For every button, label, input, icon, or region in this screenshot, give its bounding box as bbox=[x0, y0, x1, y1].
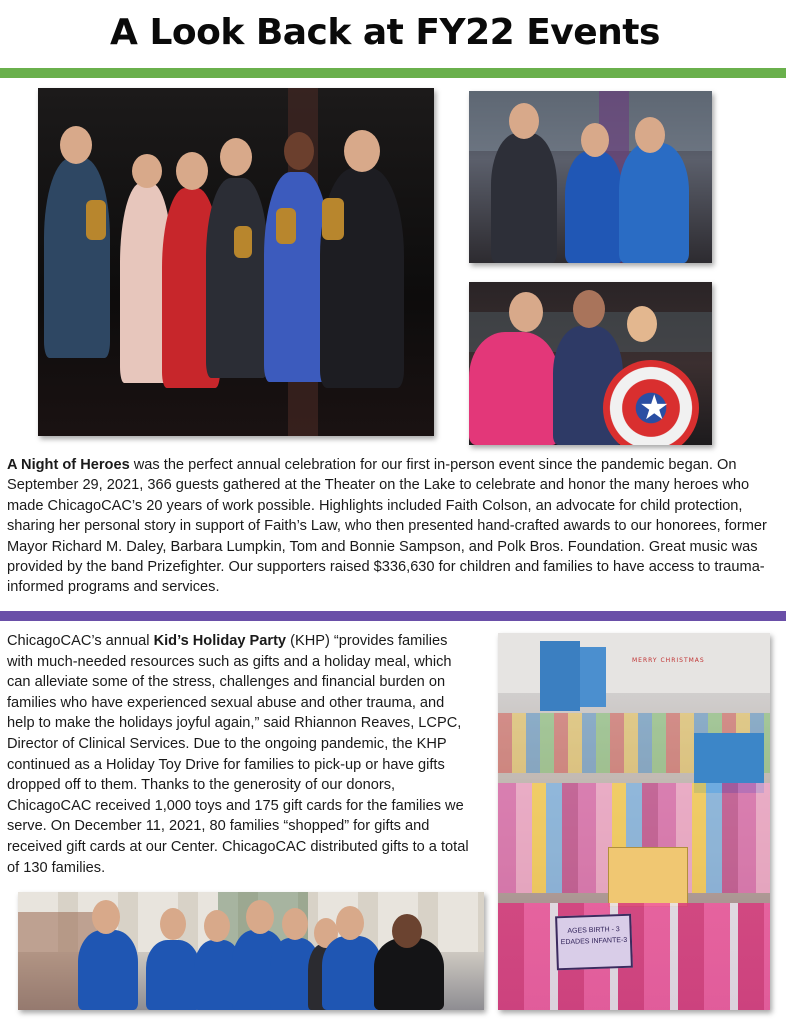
purple-divider bbox=[0, 611, 786, 621]
age-sign bbox=[555, 914, 633, 971]
holiday-party-paragraph bbox=[7, 631, 473, 878]
volunteers-photo bbox=[18, 892, 484, 1010]
gala-honorees-photo bbox=[38, 88, 434, 436]
holiday-party-body: (KHP) “provides families with much-needed resources such as gifts and a holiday meal, which can alleviate some of the stress, challenges and financial burden on families who have experienced sexual abuse and other trauma, and help to make the holidays joyful again,” said Rhiannon Reaves, LCPC, Director of Clinical Services. Due to the ongoing pandemic, the KHP continued as a Holiday Toy Drive for families to pick-up or have gifts dropped off to them. Thanks to the generosity of our donors, ChicagoCAC received 1,000 toys and 175 gift cards for the families we serve. On December 11, 2021, 80 families “shopped” for gifts and received gift cards at our Center. ChicagoCAC distributed gifts to a total of 130 families. bbox=[7, 633, 469, 876]
toy-drive-photo bbox=[498, 633, 770, 1010]
page-title: A Look Back at FY22 Events bbox=[110, 12, 660, 53]
guests-photo bbox=[469, 91, 712, 263]
age-sign-english: AGES BIRTH - 3 bbox=[567, 926, 620, 935]
night-of-heroes-body: was the perfect annual celebration for our first in-person event since the pandemic began. On September 29, 2021, 366 guests gathered at the Theater on the Lake to celebrate and honor the many heroes who made ChicagoCAC’s 20 years of work possible. Highlights included Faith Colson, an advocate for child protection, sharing her personal story in support of Faith’s Law, who then presented hand-crafted awards to our honorees, former Mayor Richard M. Daley, Barbara Lumpkin, Tom and Bonnie Sampson, and Polk Bros. Foundation. Great music was provided by the band Prizefighter. Our supporters raised $336,630 for children and families to have access to trauma-informed programs and services. bbox=[7, 457, 767, 596]
holiday-party-title: Kid’s Holiday Party bbox=[153, 633, 287, 649]
green-divider bbox=[0, 68, 786, 78]
christmas-banner: MERRY CHRISTMAS bbox=[632, 657, 705, 664]
night-of-heroes-title: A Night of Heroes bbox=[7, 457, 130, 473]
superhero-photo: ★ bbox=[469, 282, 712, 445]
night-of-heroes-paragraph bbox=[7, 455, 782, 598]
holiday-party-intro: ChicagoCAC’s annual bbox=[7, 633, 154, 649]
age-sign-spanish: EDADES INFANTE-3 bbox=[560, 936, 628, 947]
